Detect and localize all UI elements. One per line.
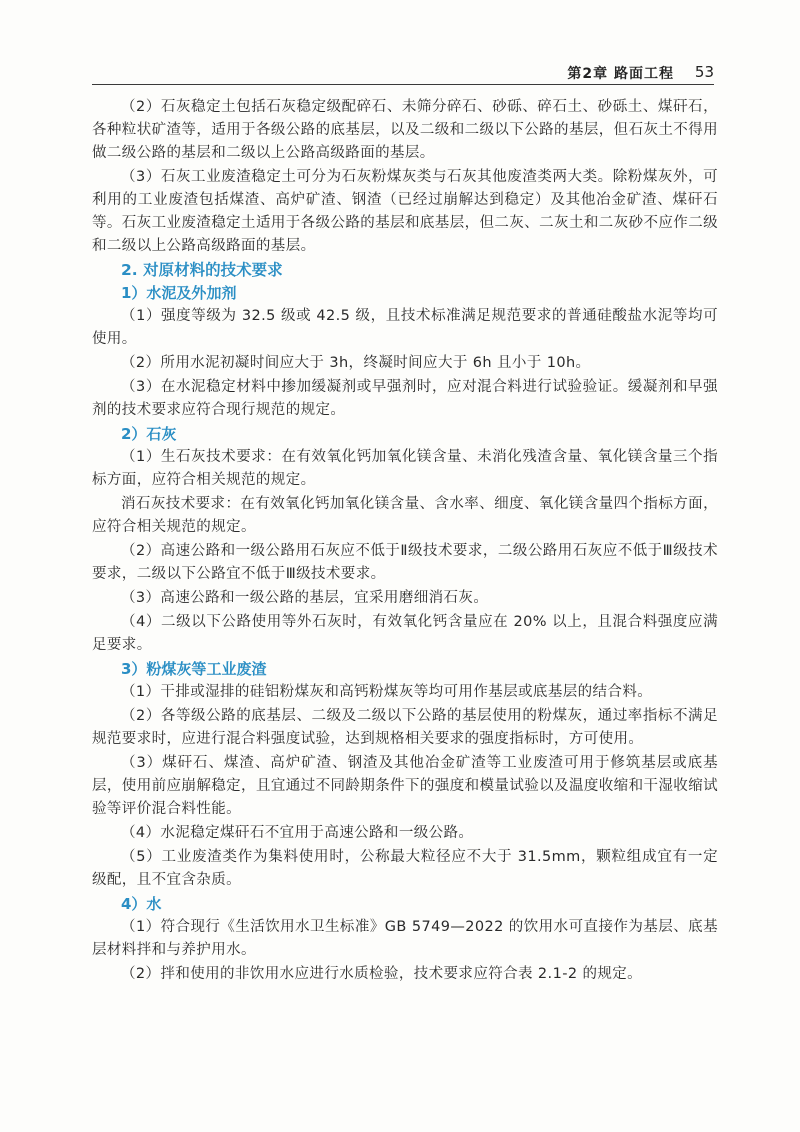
paragraph: （3）石灰工业废渣稳定土可分为石灰粉煤灰类与石灰其他废渣类两大类。除粉煤灰外，可利用的工业废渣包括煤渣、高炉矿渣、钢渣（已经过崩解达到稳定）及其他冶金矿渣、煤矸石等。石灰工业废渣稳定土适用于各级公路的基层和底基层，但二灰、二灰土和二灰砂不应作二级和二级以上公路高级路面的基层。 [92, 169, 718, 254]
subsection-heading: 1）水泥及外加剂 [121, 284, 237, 302]
paragraph: 消石灰技术要求：在有效氧化钙加氧化镁含量、含水率、细度、氧化镁含量四个指标方面，应符合相关规范的规定。 [92, 496, 718, 535]
paragraph: （2）所用水泥初凝时间应大于 3h，终凝时间应大于 6h 且小于 10h。 [121, 355, 591, 371]
section-heading: 2. 对原材料的技术要求 [121, 261, 283, 279]
page-number: 53 [694, 63, 714, 81]
subsection-heading: 3）粉煤灰等工业废渣 [121, 660, 267, 678]
paragraph: （1）生石灰技术要求：在有效氧化钙加氧化镁含量、未消化残渣含量、氧化镁含量三个指标方面，应符合相关规范的规定。 [92, 449, 718, 488]
paragraph: （1）符合现行《生活饮用水卫生标准》GB 5749—2022 的饮用水可直接作为基层、底基层材料拌和与养护用水。 [92, 919, 718, 958]
paragraph: （2）高速公路和一级公路用石灰应不低于Ⅱ级技术要求，二级公路用石灰应不低于Ⅲ级技术要求，二级以下公路宜不低于Ⅲ级技术要求。 [92, 543, 718, 582]
subsection-heading: 2）石灰 [121, 425, 177, 443]
paragraph: （3）在水泥稳定材料中掺加缓凝剂或早强剂时，应对混合料进行试验验证。缓凝剂和早强剂的技术要求应符合现行规范的规定。 [92, 379, 718, 418]
paragraph: （5）工业废渣类作为集料使用时，公称最大粒径应不大于 31.5mm，颗粒组成宜有一定级配，且不宜含杂质。 [92, 849, 718, 888]
paragraph: （1）干排或湿排的硅铝粉煤灰和高钙粉煤灰等均可用作基层或底基层的结合料。 [121, 684, 653, 700]
paragraph: （2）各等级公路的底基层、二级及二级以下公路的基层使用的粉煤灰，通过率指标不满足规范要求时，应进行混合料强度试验，达到规格相关要求的强度指标时，方可使用。 [92, 708, 718, 747]
paragraph: （2）拌和使用的非饮用水应进行水质检验，技术要求应符合表 2.1-2 的规定。 [121, 966, 643, 982]
paragraph: （3）煤矸石、煤渣、高炉矿渣、钢渣及其他冶金矿渣等工业废渣可用于修筑基层或底基层，使用前应崩解稳定，且宜通过不同龄期条件下的强度和模量试验以及温度收缩和干湿收缩试验等评价混合料性能。 [92, 755, 718, 817]
paragraph: （1）强度等级为 32.5 级或 42.5 级，且技术标准满足规范要求的普通硅酸盐水泥等均可使用。 [92, 308, 718, 347]
paragraph: （4）水泥稳定煤矸石不宜用于高速公路和一级公路。 [121, 825, 474, 841]
paragraph: （2）石灰稳定土包括石灰稳定级配碎石、未筛分碎石、砂砾、碎石土、砂砾土、煤矸石，各种粒状矿渣等，适用于各级公路的底基层，以及二级和二级以下公路的基层，但石灰土不得用做二级公路的基层和二级以上公路高级路面的基层。 [92, 99, 718, 161]
paragraph: （4）二级以下公路使用等外石灰时，有效氧化钙含量应在 20% 以上，且混合料强度应满足要求。 [92, 614, 718, 653]
chapter-title: 第2章 路面工程 [567, 66, 674, 82]
subsection-heading: 4）水 [121, 895, 162, 913]
paragraph: （3）高速公路和一级公路的基层，宜采用磨细消石灰。 [121, 590, 489, 606]
running-header [92, 62, 714, 85]
body-text [92, 96, 718, 987]
